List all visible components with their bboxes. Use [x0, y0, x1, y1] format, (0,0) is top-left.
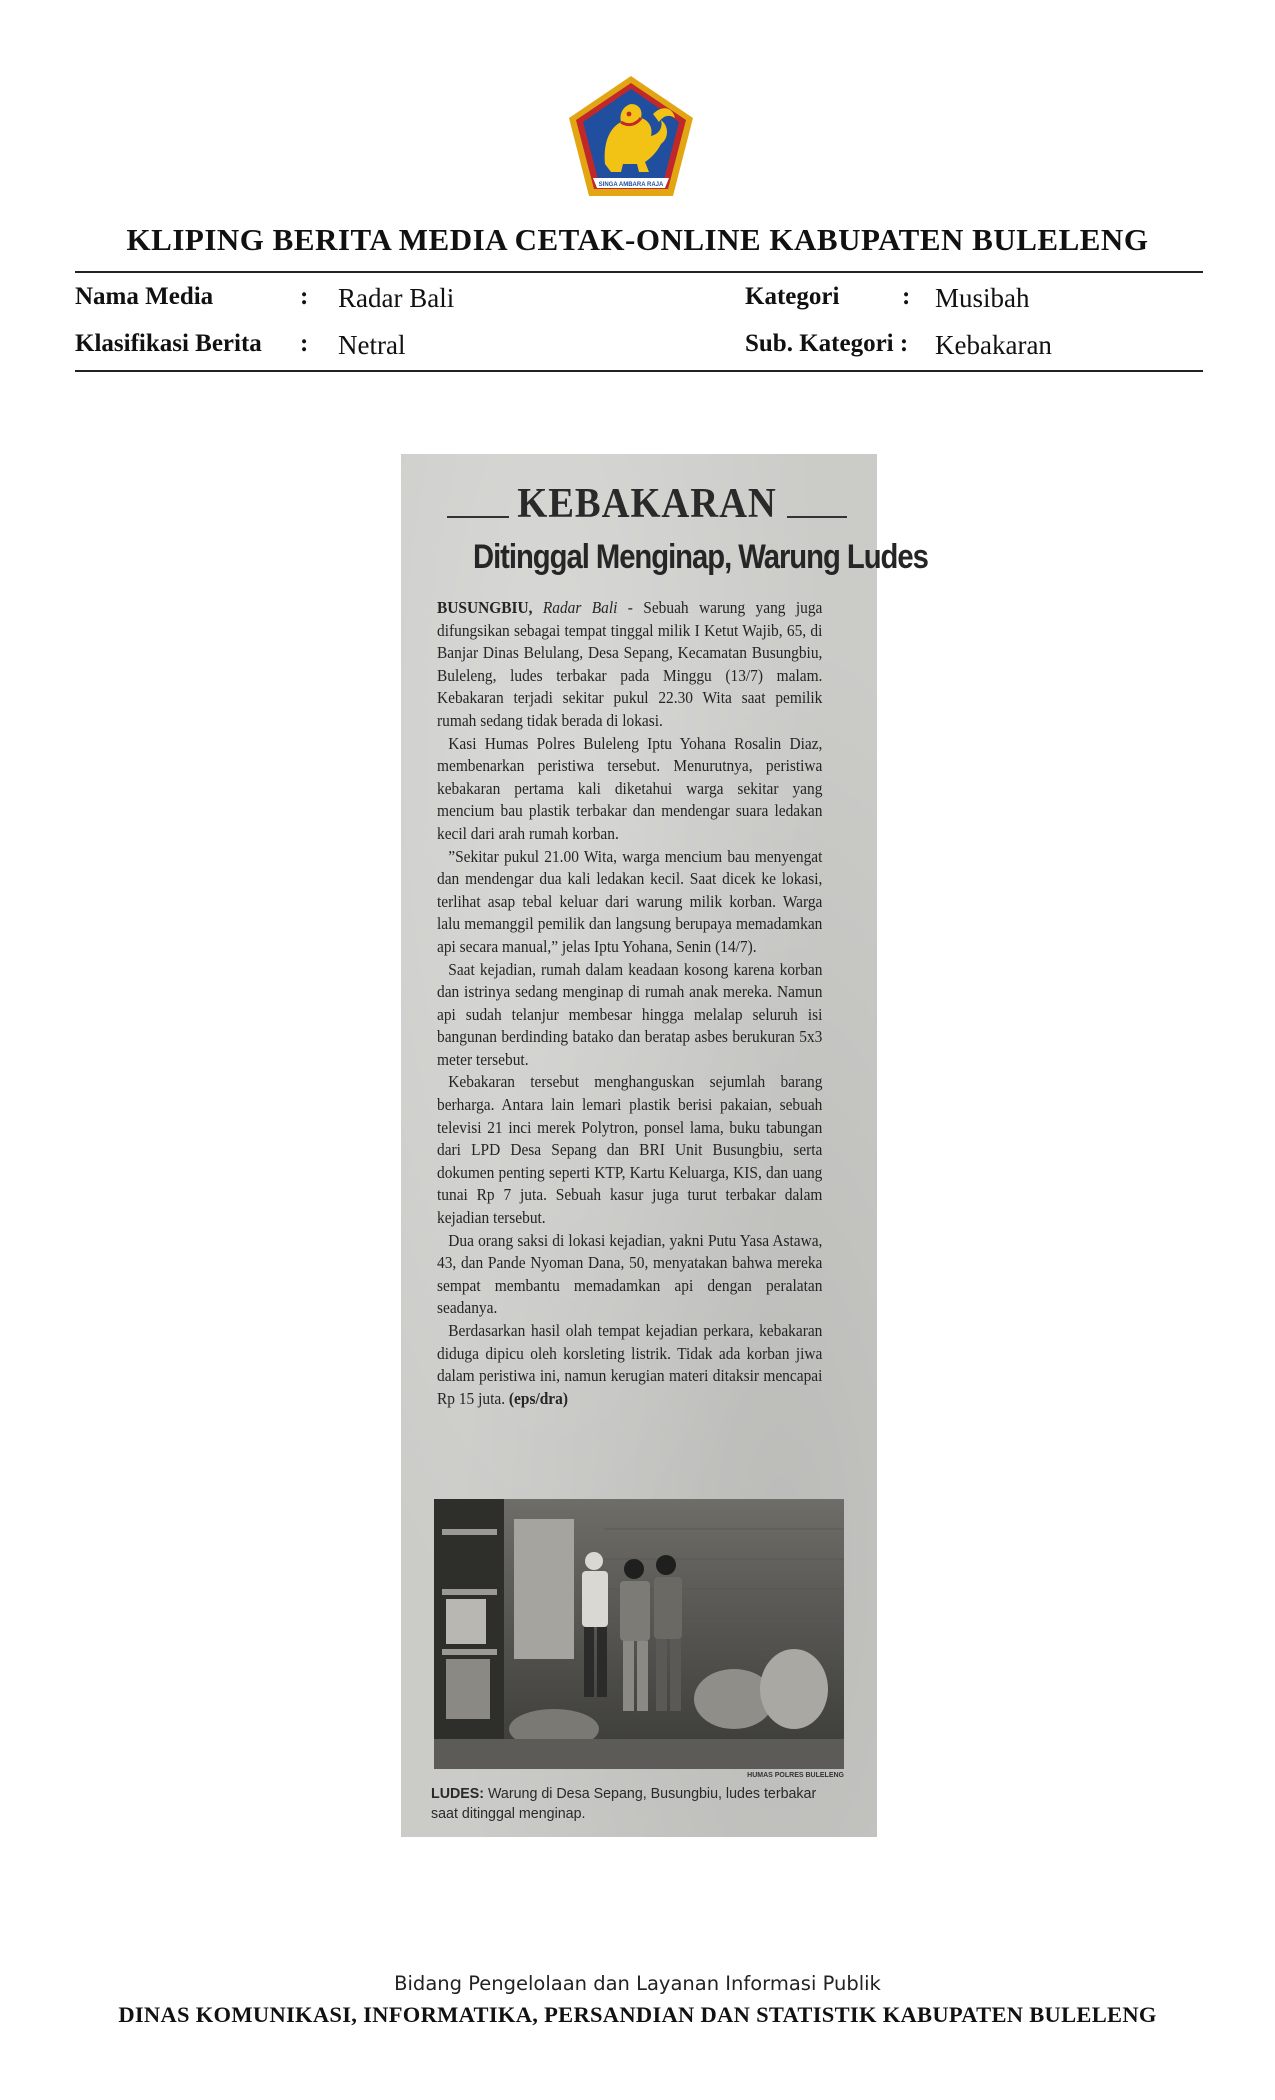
logo-motto: SINGA AMBARA RAJA	[598, 182, 664, 188]
article-headline: Ditinggal Menginap, Warung Ludes	[473, 538, 928, 576]
caption-text: Warung di Desa Sepang, Busungbiu, ludes terbakar saat ditinggal menginap.	[431, 1785, 817, 1822]
footer-unit-name: Bidang Pengelolaan dan Layanan Informasi Publik	[394, 1972, 881, 1995]
article-body	[437, 597, 822, 1410]
footer-agency-name: DINAS KOMUNIKASI, INFORMATIKA, PERSANDIAN DAN STATISTIK KABUPATEN BULELENG	[118, 2002, 1157, 2027]
rubric-kicker	[447, 480, 847, 527]
article-last-text: Berdasarkan hasil olah tempat kejadian perkara, kebakaran diduga dipicu oleh korsleting listrik. Tidak ada korban jiwa dalam peristiwa ini, namun kerugian materi ditaksir mencapai Rp 15 juta.	[437, 1321, 823, 1408]
category-value: Musibah	[935, 283, 1030, 313]
article-lead: - Sebuah warung yang juga difungsikan sebagai tempat tinggal milik I Ketut Wajib, 65, di Banjar Dinas Belulang, Desa Sepang, Kecamatan Busungbiu, Buleleng, ludes terbakar pada Minggu (13/7) malam. Kebakaran terjadi sekitar pukul 22.30 Wita saat pemilik rumah sedang tidak berada di lokasi.	[437, 598, 823, 730]
category-label: Kategori	[745, 283, 840, 310]
media-name-label: Nama Media	[75, 283, 214, 310]
article-paragraph: Kasi Humas Polres Buleleng Iptu Yohana Rosalin Diaz, membenarkan peristiwa tersebut. Menurutnya, peristiwa kebakaran pertama kali diketahui warga sekitar yang mencium bau plastik terbakar dan mendengar suara ledakan kecil dari arah rumah korban.	[437, 733, 823, 843]
media-name-colon: :	[300, 283, 309, 310]
article-byline: (eps/dra)	[508, 1388, 568, 1408]
article-paragraph: ”Sekitar pukul 21.00 Wita, warga mencium bau menyengat dan mendengar dua kali ledakan kecil. Saat dicek ke lokasi, terlihat asap tebal keluar dari warung milik korban. Warga lalu memanggil pemilik dan langsung berupaya memadamkan api secara manual,” jelas Iptu Yohana, Senin (14/7).	[437, 846, 823, 956]
article-paragraph: Saat kejadian, rumah dalam keadaan kosong karena korban dan istrinya sedang menginap di rumah anak mereka. Namun api sudah telanjur membesar hingga melalap seluruh isi bangunan berdinding batako dan beratap asbes berukuran 5x3 meter tersebut.	[437, 959, 823, 1069]
header-top-rule	[75, 271, 1203, 273]
category-colon: :	[902, 283, 911, 310]
article-source: Radar Bali	[542, 598, 618, 617]
buleleng-crest-logo	[565, 74, 697, 200]
article-dateline: BUSUNGBIU,	[437, 598, 533, 617]
photo-credit: HUMAS POLRES BULELENG	[747, 1772, 844, 1779]
rubric-label: KEBAKARAN	[517, 481, 777, 527]
news-photo	[434, 1499, 844, 1769]
document-title: KLIPING BERITA MEDIA CETAK-ONLINE KABUPATEN BULELENG	[126, 222, 1149, 257]
header-bottom-rule	[75, 370, 1203, 372]
classification-label: Klasifikasi Berita	[75, 330, 262, 357]
caption-lead: LUDES:	[431, 1785, 485, 1802]
article-paragraph	[437, 597, 822, 733]
photo-caption	[431, 1784, 830, 1824]
classification-value: Netral	[338, 330, 406, 360]
article-paragraph	[437, 1320, 822, 1410]
classification-colon: :	[300, 330, 309, 357]
article-paragraph: Dua orang saksi di lokasi kejadian, yakni Putu Yasa Astawa, 43, dan Pande Nyoman Dana, 50, menyatakan bahwa mereka sempat membantu memadamkan api dengan peralatan seadanya.	[437, 1230, 823, 1318]
subcategory-label: Sub. Kategori :	[745, 330, 909, 357]
newspaper-clipping	[401, 454, 928, 1837]
article-paragraph: Kebakaran tersebut menghanguskan sejumlah barang berharga. Antara lain lemari plastik berisi pakaian, sebuah televisi 21 inci merek Polytron, ponsel lama, buku tabungan dari LPD Desa Sepang dan BRI Unit Busungbiu, serta dokumen penting seperti KTP, Kartu Keluarga, KIS, dan uang tunai Rp 7 juta. Sebuah kasur juga turut terbakar dalam kejadian tersebut.	[437, 1072, 823, 1228]
subcategory-value: Kebakaran	[935, 330, 1052, 360]
media-name-value: Radar Bali	[338, 283, 455, 313]
